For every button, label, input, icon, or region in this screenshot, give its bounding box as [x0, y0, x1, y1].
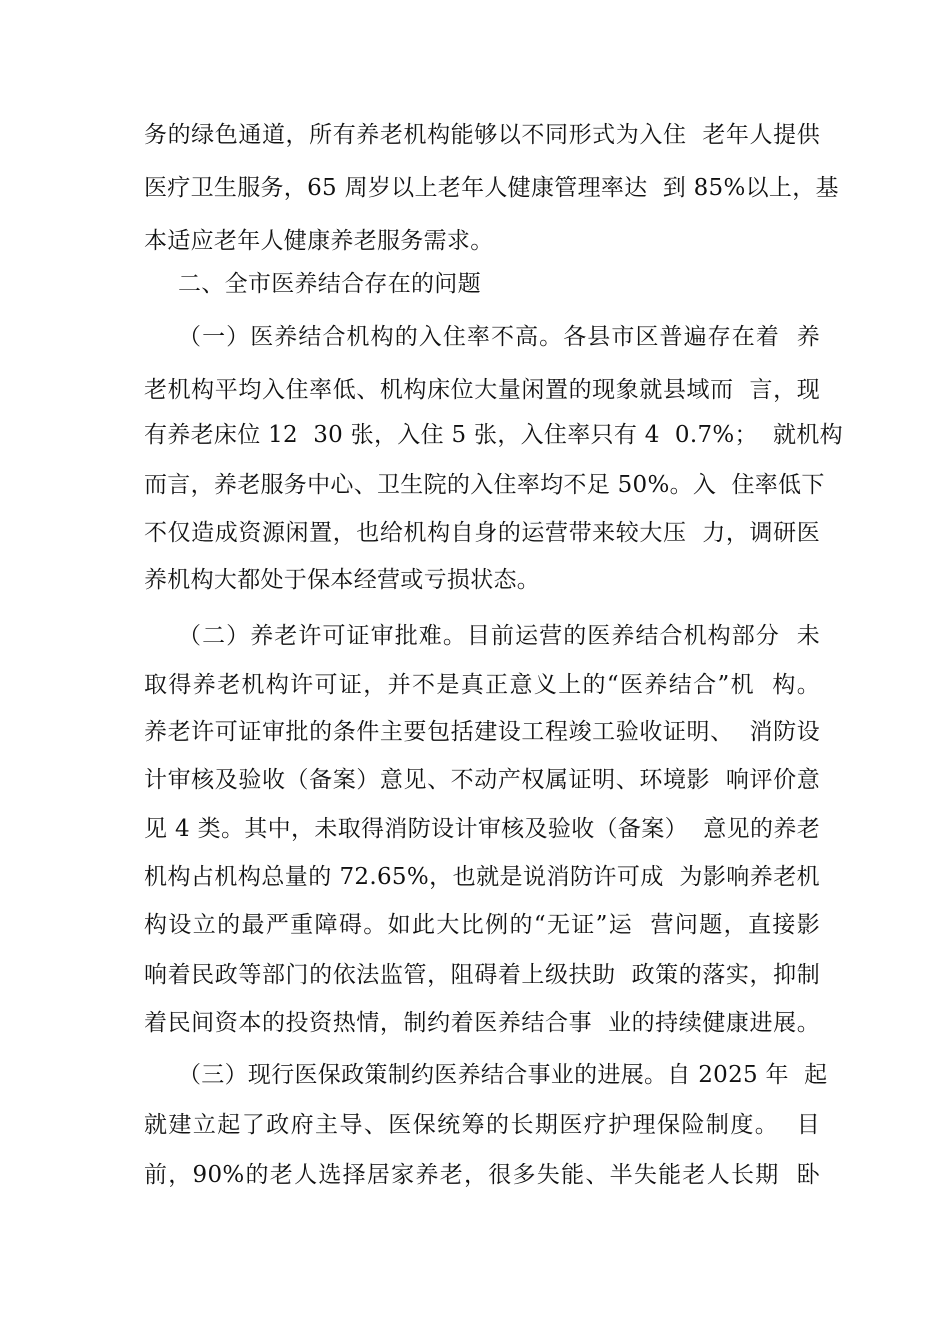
text-line: （三）现行医保政策制约医养结合事业的进展。自 2025 年 起 — [178, 1062, 828, 1088]
text-line: （一）医养结合机构的入住率不高。各县市区普遍存在着 养 — [178, 324, 820, 350]
text-line: 老机构平均入住率低、机构床位大量闲置的现象就县域而 言，现 — [144, 377, 820, 403]
text-line: 取得养老机构许可证，并不是真正意义上的“医养结合”机 构。 — [144, 672, 820, 698]
text-line: 机构占机构总量的 72.65%，也就是说消防许可成 为影响养老机 — [144, 864, 820, 890]
text-line: 医疗卫生服务，65 周岁以上老年人健康管理率达 到 85%以上，基 — [144, 175, 839, 201]
text-line: 务的绿色通道，所有养老机构能够以不同形式为入住 老年人提供 — [144, 122, 820, 148]
text-line: 不仅造成资源闲置，也给机构自身的运营带来较大压 力，调研医 — [144, 520, 820, 546]
text-line: 见 4 类。其中，未取得消防设计审核及验收（备案） 意见的养老 — [144, 816, 820, 842]
text-line: 本适应老年人健康养老服务需求。 — [144, 228, 494, 254]
section-heading: 二、全市医养结合存在的问题 — [178, 271, 481, 297]
text-line: 着民间资本的投资热情，制约着医养结合事 业的持续健康进展。 — [144, 1010, 820, 1036]
text-line: 响着民政等部门的依法监管，阻碍着上级扶助 政策的落实，抑制 — [144, 962, 820, 988]
text-line: 构设立的最严重障碍。如此大比例的“无证”运 营问题，直接影 — [144, 912, 820, 938]
text-line: 而言，养老服务中心、卫生院的入住率均不足 50%。入 住率低下 — [144, 472, 825, 498]
text-line: 养机构大都处于保本经营或亏损状态。 — [144, 567, 541, 593]
text-line: 计审核及验收（备案）意见、不动产权属证明、环境影 响评价意 — [144, 767, 820, 793]
text-line: 就建立起了政府主导、医保统筹的长期医疗护理保险制度。 目 — [144, 1112, 820, 1138]
text-line: 养老许可证审批的条件主要包括建设工程竣工验收证明、 消防设 — [144, 719, 820, 745]
text-line: 前，90%的老人选择居家养老，很多失能、半失能老人长期 卧 — [144, 1162, 820, 1188]
text-line: 有养老床位 12 30 张，入住 5 张，入住率只有 4 0.7%； 就机构 — [144, 422, 843, 448]
text-line: （二）养老许可证审批难。目前运营的医养结合机构部分 未 — [178, 623, 820, 649]
